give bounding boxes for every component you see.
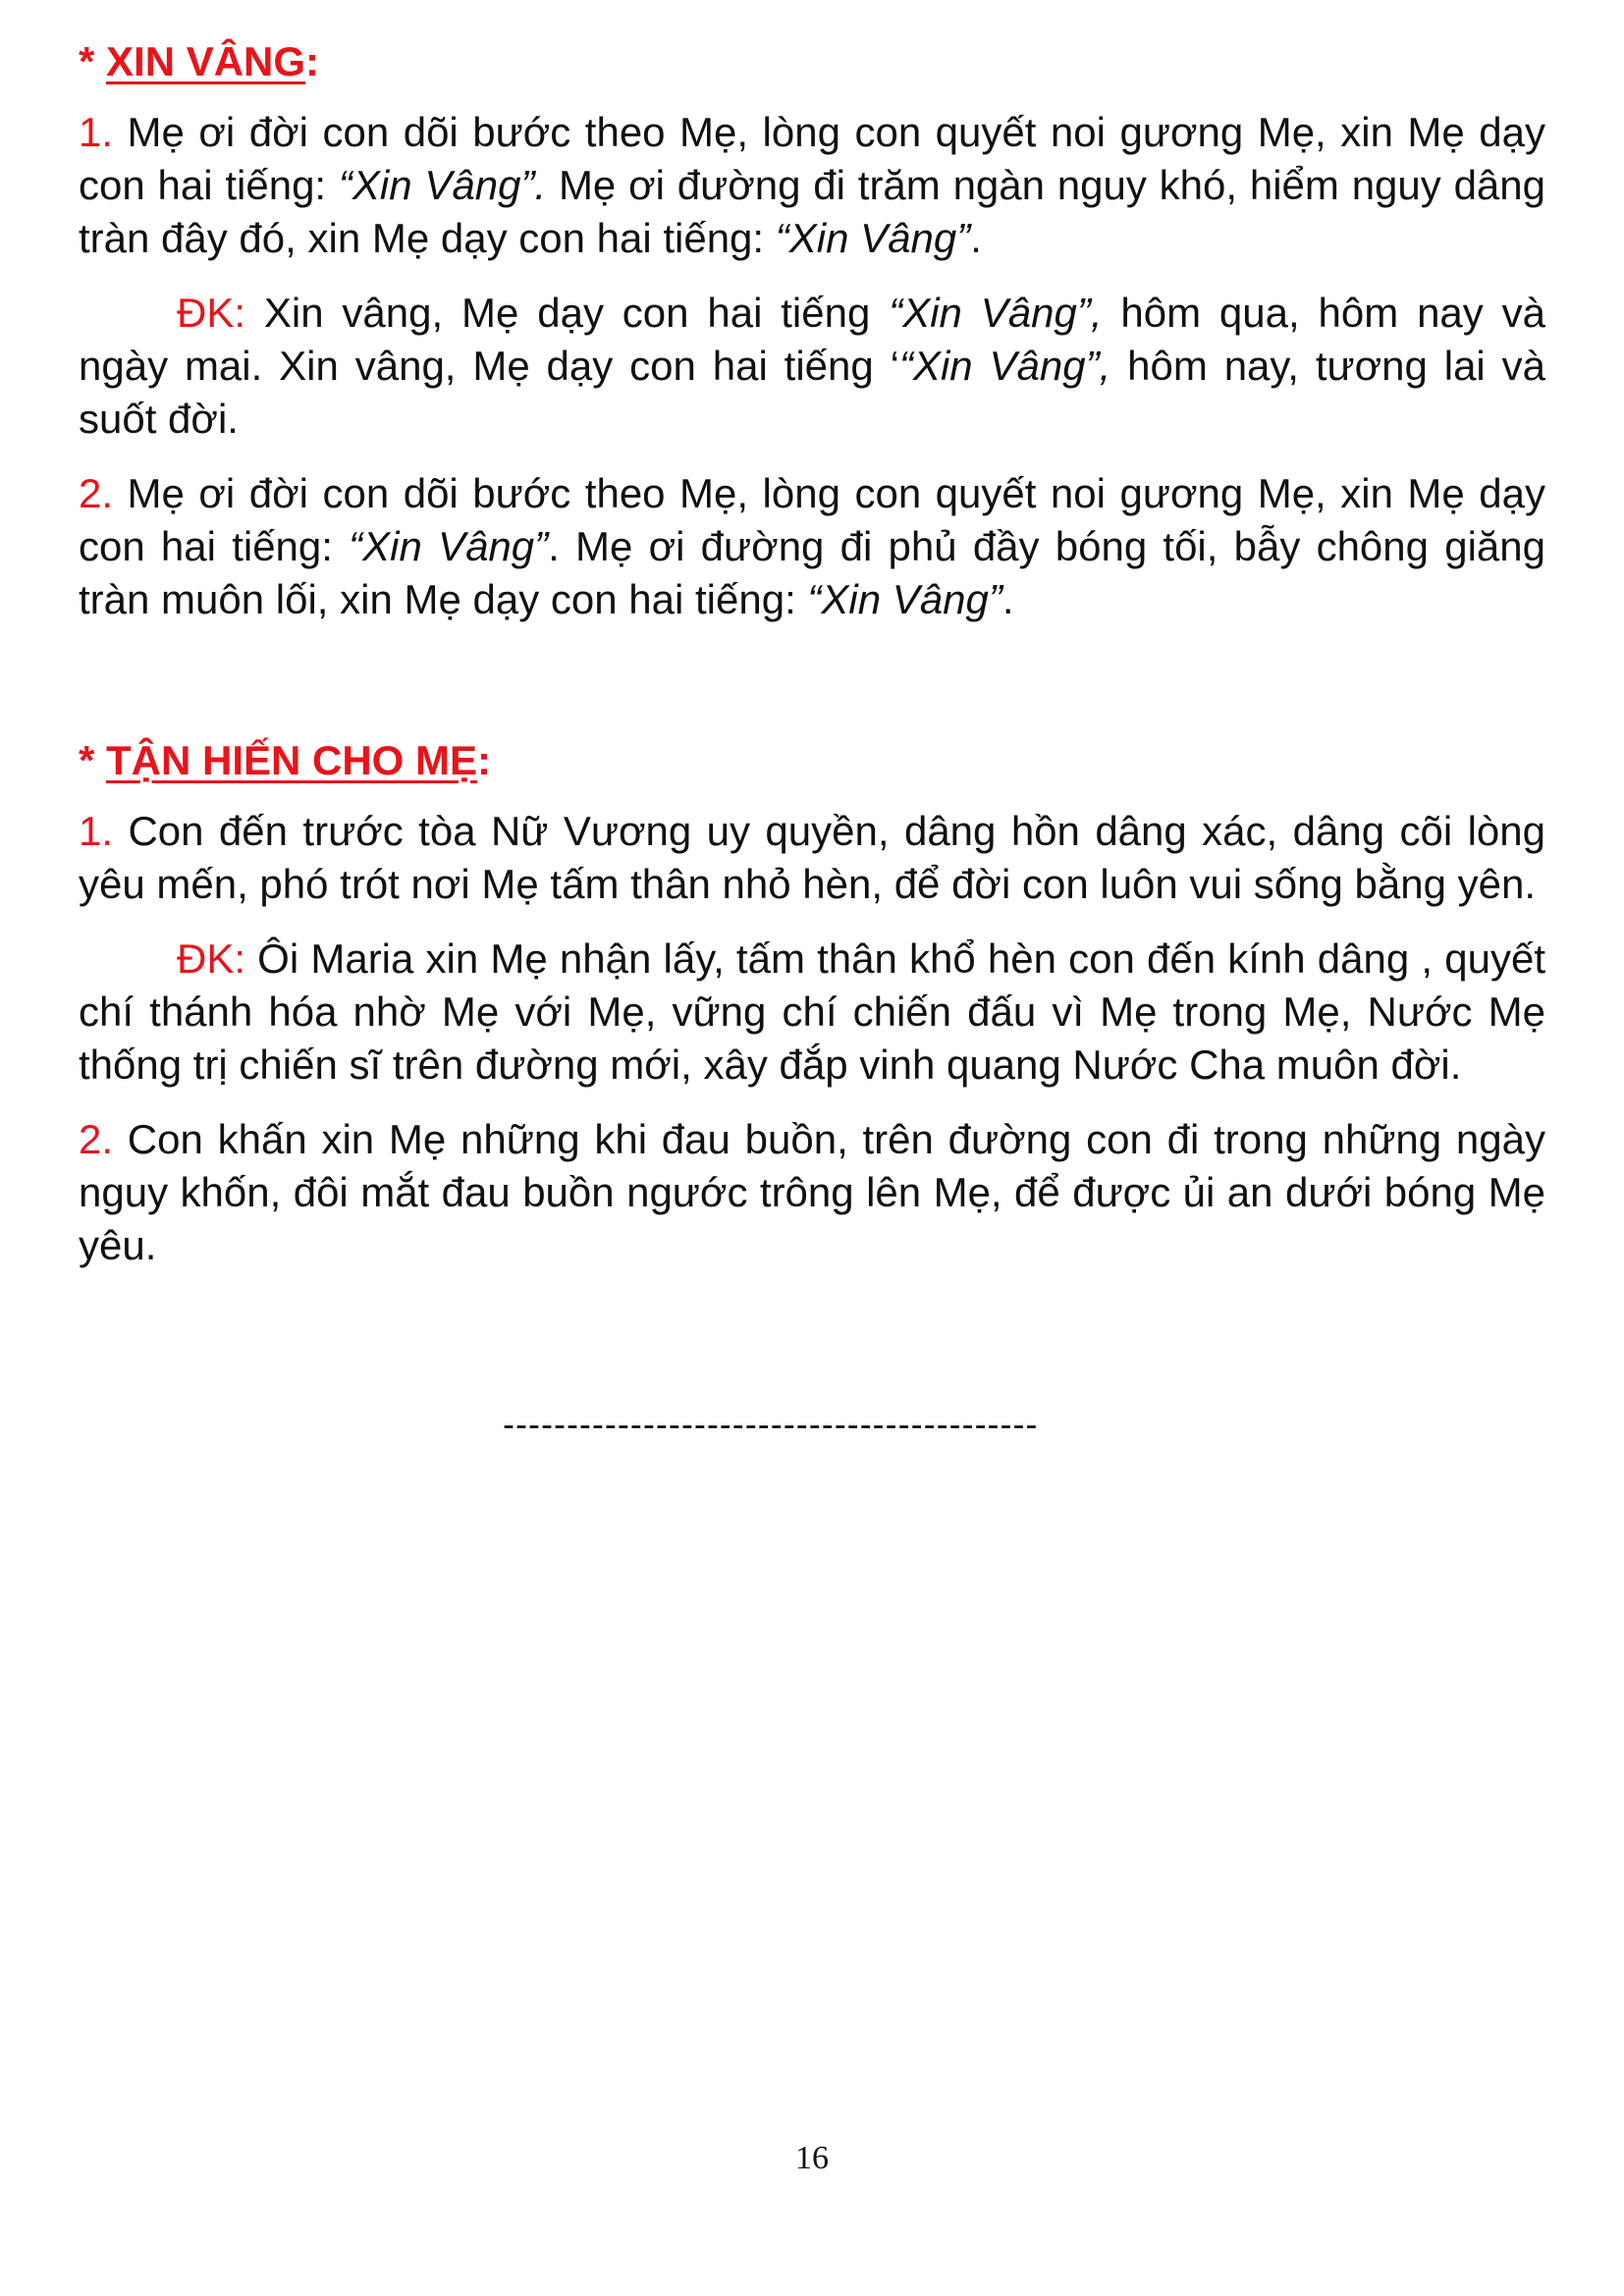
verse-text-italic: “Xin Vâng” [775, 215, 971, 261]
verse-text: Mẹ ơi đời con dõi bước theo Mẹ, lòng con quyết noi gương Mẹ, xin Mẹ dạy con hai tiếng: [79, 470, 1545, 569]
heading-suffix: : [477, 737, 492, 783]
verse-marker: 1. [79, 109, 114, 155]
verse-text-italic: “Xin Vâng” [349, 523, 549, 569]
verse-2 [79, 1113, 1545, 1272]
song-heading [79, 35, 1545, 88]
verse-marker: 2. [79, 470, 114, 516]
chorus-text: hôm nay, tương lai và suốt đời. [79, 343, 1545, 442]
chorus-marker: ĐK: [177, 290, 246, 336]
song-xin-vang [79, 35, 1545, 626]
page-number: 16 [795, 2140, 829, 2176]
verse-text: . [1001, 576, 1014, 622]
heading-suffix: : [305, 38, 320, 84]
verse-text: Con khấn xin Mẹ những khi đau buồn, trên đường con đi trong những ngày nguy khốn, đôi mắt đau buồn ngước trông lên Mẹ, để được ủi an dưới bóng Mẹ yêu. [79, 1116, 1545, 1268]
heading-prefix: * [79, 737, 107, 783]
chorus-text: Xin vâng, Mẹ dạy con hai tiếng [245, 290, 890, 336]
chorus-text-italic: “Xin Vâng”, [889, 290, 1103, 336]
verse-1 [79, 805, 1545, 911]
song-title: XIN VÂNG [106, 38, 306, 84]
verse-marker: 2. [79, 1116, 114, 1162]
verse-text-italic: “Xin Vâng”. [338, 162, 547, 208]
chorus [79, 933, 1545, 1092]
chorus-text-italic: “Xin Vâng”, [898, 343, 1111, 389]
verse-1 [79, 106, 1545, 265]
verse-marker: 1. [79, 808, 114, 854]
verse-2 [79, 467, 1545, 626]
song-tan-hien-cho-me [79, 734, 1545, 1272]
verse-text: Mẹ ơi đời con dõi bước theo Mẹ, lòng con quyết noi gương Mẹ, xin Mẹ dạy con hai tiếng: [79, 109, 1545, 208]
section-divider: ------------------------------------------ [503, 1404, 1039, 1444]
chorus-text: Ôi Maria xin Mẹ nhận lấy, tấm thân khổ hèn con đến kính dâng , quyết chí thánh hóa nhờ Mẹ với Mẹ, vững chí chiến đấu vì Mẹ trong Mẹ, Nước Mẹ thống trị chiến sĩ trên đường mới, xây đắp vinh quang Nước Cha muôn đời. [79, 935, 1545, 1088]
heading-prefix: * [79, 38, 107, 84]
chorus [79, 287, 1545, 446]
chorus-marker: ĐK: [177, 935, 246, 982]
verse-text: . Mẹ ơi đường đi phủ đầy bóng tối, bẫy chông giăng tràn muôn lối, xin Mẹ dạy con hai tiếng: [79, 523, 1545, 622]
verse-text: . [970, 215, 982, 261]
page-content [79, 35, 1545, 1294]
verse-text-italic: “Xin Vâng” [807, 576, 1002, 622]
song-heading [79, 734, 1545, 787]
verse-text: Mẹ ơi đường đi trăm ngàn nguy khó, hiểm nguy dâng tràn đây đó, xin Mẹ dạy con hai tiếng: [79, 162, 1545, 261]
verse-text: Con đến trước tòa Nữ Vương uy quyền, dâng hồn dâng xác, dâng cõi lòng yêu mến, phó trót nơi Mẹ tấm thân nhỏ hèn, để đời con luôn vui sống bằng yên. [79, 808, 1545, 907]
song-title: TẬN HIẾN CHO MẸ [106, 737, 478, 783]
chorus-text: hôm qua, hôm nay và ngày mai. Xin vâng, Mẹ dạy con hai tiếng ‘ [79, 290, 1545, 389]
